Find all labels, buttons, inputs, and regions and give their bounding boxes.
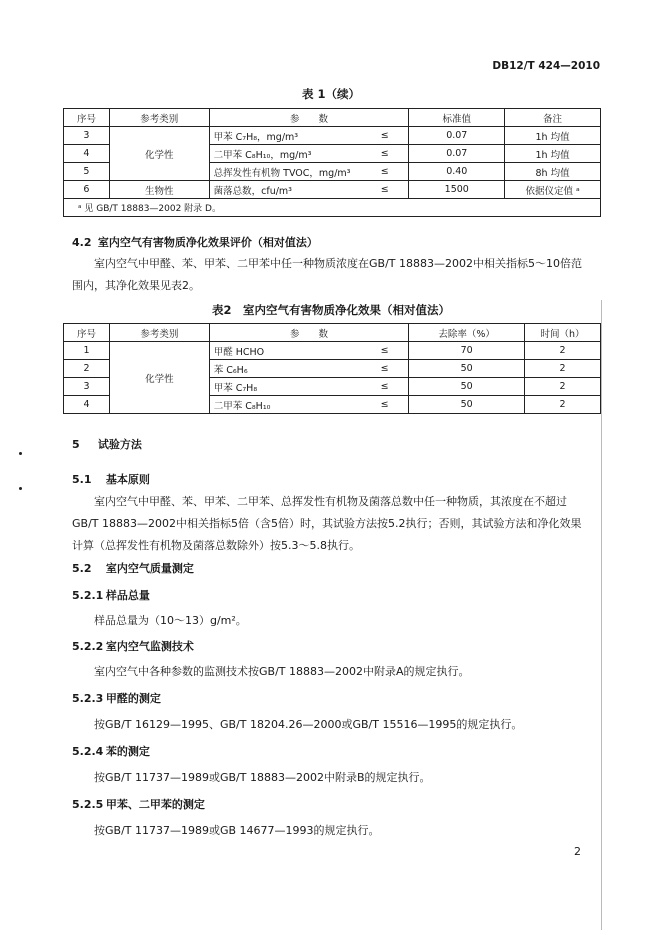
- row-param: 苯 C₆H₆: [209, 360, 361, 378]
- row-operator: ≤: [361, 145, 409, 163]
- section-number: 5.2.4: [72, 745, 104, 758]
- row-rate: 70: [409, 342, 525, 360]
- table2-header-no: 序号: [64, 324, 110, 342]
- section-5-1-heading: [72, 471, 150, 487]
- section-title: 室内空气有害物质净化效果评价（相对值法）: [97, 236, 318, 249]
- section-number: 5.2.5: [72, 798, 104, 811]
- table1-footnote-row: [64, 199, 601, 217]
- section-5-2-2-paragraph: 室内空气中各种参数的监测技术按GB/T 18883—2002中附录A的规定执行。: [94, 665, 470, 678]
- table1-header-note: 备注: [505, 109, 601, 127]
- section-number: 5: [72, 438, 80, 451]
- row-time: 2: [525, 342, 601, 360]
- table-row: [64, 181, 601, 199]
- section-title: 试验方法: [97, 438, 142, 451]
- row-param: 二甲苯 C₈H₁₀，mg/m³: [209, 145, 361, 163]
- section-5-2-2-heading: [72, 638, 194, 654]
- row-value: 0.07: [409, 145, 505, 163]
- scan-edge-line: [601, 300, 602, 930]
- row-param: 总挥发性有机物 TVOC，mg/m³: [209, 163, 361, 181]
- row-value: 0.07: [409, 127, 505, 145]
- section-number: 5.2.2: [72, 640, 104, 653]
- section-5-2-1-heading: [72, 587, 150, 603]
- row-note: 8h 均值: [505, 163, 601, 181]
- row-param: 甲醛 HCHO: [209, 342, 361, 360]
- section-title: 甲醛的测定: [105, 692, 161, 705]
- section-4-2-heading: [72, 234, 318, 250]
- row-rate: 50: [409, 378, 525, 396]
- row-time: 2: [525, 396, 601, 414]
- row-no: 5: [64, 163, 110, 181]
- table2-header-rate: 去除率（%）: [409, 324, 525, 342]
- section-title: 苯的测定: [105, 745, 150, 758]
- row-category: 化学性: [109, 342, 209, 414]
- table2: [63, 323, 601, 414]
- scan-speck: [19, 487, 22, 490]
- table-row: [64, 127, 601, 145]
- table1-footnote: ᵃ 见 GB/T 18883—2002 附录 D。: [64, 199, 601, 217]
- row-note: 依据仪定值 ᵃ: [505, 181, 601, 199]
- scan-speck: [19, 452, 22, 455]
- section-title: 样品总量: [105, 589, 150, 602]
- row-value: 1500: [409, 181, 505, 199]
- section-4-2-paragraph: 室内空气中甲醛、苯、甲苯、二甲苯中任一种物质浓度在GB/T 18883—2002中相关指标5～10倍范围内，其净化效果见表2。: [72, 257, 582, 292]
- row-operator: ≤: [361, 360, 409, 378]
- row-no: 3: [64, 127, 110, 145]
- page-number: 2: [574, 845, 581, 858]
- row-param: 甲苯 C₇H₈，mg/m³: [209, 127, 361, 145]
- row-param: 菌落总数，cfu/m³: [209, 181, 361, 199]
- section-5-2-4-paragraph: 按GB/T 11737—1989或GB/T 18883—2002中附录B的规定执行。: [94, 771, 431, 784]
- row-param: 甲苯 C₇H₈: [209, 378, 361, 396]
- row-category: 化学性: [109, 127, 209, 181]
- section-5-2-heading: [72, 560, 194, 576]
- section-5-2-5-paragraph: 按GB/T 11737—1989或GB 14677—1993的规定执行。: [94, 824, 380, 837]
- table2-header-param: 参 数: [209, 324, 409, 342]
- section-5-2-5-heading: [72, 796, 205, 812]
- section-title: 基本原则: [105, 473, 150, 486]
- row-no: 1: [64, 342, 110, 360]
- table1-caption: 表 1（续）: [301, 87, 360, 101]
- row-note: 1h 均值: [505, 145, 601, 163]
- section-5-heading: [72, 436, 142, 452]
- section-number: 5.2: [72, 562, 92, 575]
- row-time: 2: [525, 360, 601, 378]
- row-category: 生物性: [109, 181, 209, 199]
- row-no: 2: [64, 360, 110, 378]
- row-operator: ≤: [361, 378, 409, 396]
- section-number: 5.1: [72, 473, 92, 486]
- row-no: 4: [64, 145, 110, 163]
- row-operator: ≤: [361, 342, 409, 360]
- row-no: 6: [64, 181, 110, 199]
- table1-header-param: 参 数: [209, 109, 409, 127]
- table2-caption: 表2 室内空气有害物质净化效果（相对值法）: [212, 303, 450, 317]
- section-number: 5.2.3: [72, 692, 104, 705]
- table1: [63, 108, 601, 217]
- section-number: 4.2: [72, 236, 92, 249]
- row-no: 4: [64, 396, 110, 414]
- row-rate: 50: [409, 360, 525, 378]
- table1-header-category: 参考类别: [109, 109, 209, 127]
- row-no: 3: [64, 378, 110, 396]
- row-value: 0.40: [409, 163, 505, 181]
- row-operator: ≤: [361, 181, 409, 199]
- table-row: [64, 342, 601, 360]
- row-operator: ≤: [361, 127, 409, 145]
- section-5-2-4-heading: [72, 743, 150, 759]
- table2-header-time: 时间（h）: [525, 324, 601, 342]
- section-5-1-paragraph: 室内空气中甲醛、苯、甲苯、二甲苯、总挥发性有机物及菌落总数中任一种物质，其浓度在不超过GB/T 18883—2002中相关指标5倍（含5倍）时，其试验方法按5.2执行；否则，其试验方法和净化效果计算（总挥发性有机物及菌落总数除外）按5.3～5.8执行。: [72, 495, 582, 552]
- section-title: 室内空气质量测定: [105, 562, 194, 575]
- section-number: 5.2.1: [72, 589, 104, 602]
- section-title: 甲苯、二甲苯的测定: [105, 798, 205, 811]
- standard-number: DB12/T 424—2010: [492, 60, 600, 72]
- table1-header-standard: 标准值: [409, 109, 505, 127]
- row-time: 2: [525, 378, 601, 396]
- section-5-2-1-paragraph: 样品总量为（10～13）g/m²。: [94, 614, 247, 627]
- table1-header-no: 序号: [64, 109, 110, 127]
- section-title: 室内空气监测技术: [105, 640, 194, 653]
- row-operator: ≤: [361, 163, 409, 181]
- section-5-2-3-paragraph: 按GB/T 16129—1995、GB/T 18204.26—2000或GB/T 15516—1995的规定执行。: [94, 718, 523, 731]
- row-rate: 50: [409, 396, 525, 414]
- row-note: 1h 均值: [505, 127, 601, 145]
- table2-header-row: [64, 324, 601, 342]
- section-5-2-3-heading: [72, 690, 161, 706]
- table1-header-row: [64, 109, 601, 127]
- row-operator: ≤: [361, 396, 409, 414]
- table2-header-category: 参考类别: [109, 324, 209, 342]
- row-param: 二甲苯 C₈H₁₀: [209, 396, 361, 414]
